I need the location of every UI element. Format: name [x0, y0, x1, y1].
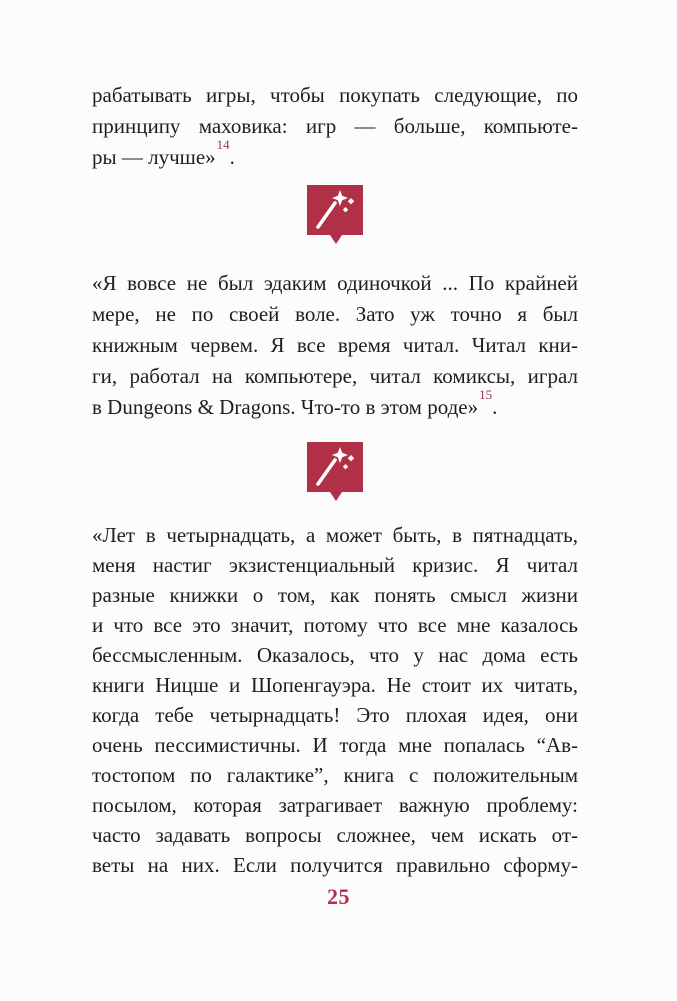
text-line: и что все это значит, потому что все мне казалось: [92, 613, 578, 637]
text-line: бессмысленным. Оказалось, что у нас дома есть: [92, 643, 578, 667]
text-line: принципу маховика: игр — больше, компьюте-: [92, 114, 578, 138]
text-column: [92, 0, 578, 880]
text-line: веты на них. Если получится правильно сформу-: [92, 853, 578, 877]
text-line: мере, не по своей воле. Зато уж точно я был: [92, 302, 578, 326]
page-number: 25: [327, 884, 350, 909]
text-line: книжным червем. Я все время читал. Читал кни-: [92, 333, 578, 357]
text-fragment: в Dungeons & Dragons. Что-то в этом роде»: [92, 395, 479, 419]
text-line: рабатывать игры, чтобы покупать следующие, по: [92, 83, 578, 107]
text-line: часто задавать вопросы сложнее, чем искать от-: [92, 823, 578, 847]
text-line: «Лет в четырнадцать, а может быть, в пятнадцать,: [92, 523, 578, 547]
text-line: разные книжки о том, как понять смысл жизни: [92, 583, 578, 607]
text-line: книги Ницше и Шопенгауэра. Не стоит их читать,: [92, 673, 578, 697]
quote-paragraph-2: [92, 268, 578, 423]
text-line: тостопом по галактике”, книга с положительным: [92, 763, 578, 787]
text-line: очень пессимистичны. И тогда мне попалась “Ав-: [92, 733, 578, 757]
text-fragment: .: [492, 395, 498, 419]
magic-wand-speech-bubble-icon: [307, 232, 363, 249]
text-line: посылом, которая затрагивает важную проблему:: [92, 793, 578, 817]
text-fragment: ры — лучше»: [92, 145, 216, 169]
section-divider: [92, 442, 578, 507]
text-line: когда тебе четырнадцать! Это плохая идея, они: [92, 703, 578, 727]
text-line: ги, работал на компьютере, читал комиксы, играл: [92, 364, 578, 388]
footnote-ref-14[interactable]: 14: [216, 137, 230, 152]
text-line: «Я вовсе не был эдаким одиночкой ... По крайней: [92, 271, 578, 295]
magic-wand-speech-bubble-icon: [307, 489, 363, 506]
text-line: меня настиг экзистенциальный кризис. Я читал: [92, 553, 578, 577]
section-divider: [92, 185, 578, 250]
footnote-ref-15[interactable]: 15: [479, 387, 493, 402]
text-line: [92, 137, 578, 173]
text-fragment: .: [229, 145, 235, 169]
quote-paragraph-3: [92, 520, 578, 880]
quote-paragraph-1: [92, 80, 578, 173]
text-line: [92, 387, 578, 423]
